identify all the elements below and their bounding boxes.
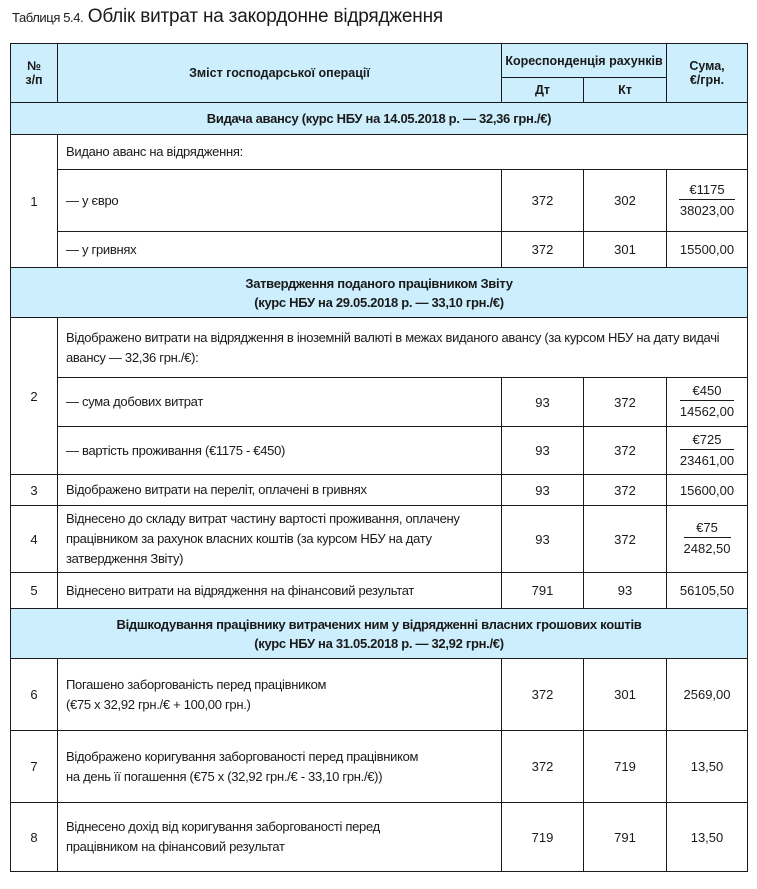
row-text: — вартість проживання (€1175 - €450)	[58, 427, 502, 475]
table-row	[11, 803, 748, 872]
section-title-line1: Затвердження поданого працівником Звіту	[245, 275, 513, 291]
table-row	[11, 318, 748, 378]
row-number: 4	[11, 506, 58, 573]
amount-eur: €450	[680, 382, 734, 401]
header-sum-line1: Сума,	[689, 59, 725, 73]
debit-account: 372	[502, 659, 584, 731]
row-text-line1: Відображено коригування заборгованості перед працівником	[66, 748, 419, 764]
header-sum	[667, 44, 748, 103]
amount-uah: 23461,00	[679, 452, 735, 468]
row-text	[58, 731, 502, 803]
row-text: — у гривнях	[58, 232, 502, 268]
table-row	[11, 506, 748, 573]
section-title-line1: Відшкодування працівнику витрачених ним у відрядженні власних грошових коштів	[116, 616, 642, 632]
table-caption: Облік витрат на закордонне відрядження	[87, 6, 443, 27]
amount-cell	[667, 506, 748, 573]
debit-account: 93	[502, 378, 584, 427]
row-number: 2	[11, 318, 58, 475]
row-text-line2: працівником на фінансовий результат	[66, 839, 285, 854]
amount-cell	[667, 170, 748, 232]
section-title	[11, 268, 748, 318]
table-row	[11, 659, 748, 731]
row-number: 8	[11, 803, 58, 872]
row-number: 7	[11, 731, 58, 803]
debit-account: 93	[502, 427, 584, 475]
amount-cell: 15600,00	[667, 475, 748, 506]
row-text: Видано аванс на відрядження:	[58, 135, 748, 170]
amount-fraction	[679, 181, 734, 221]
row-text: — у євро	[58, 170, 502, 232]
debit-account: 372	[502, 170, 584, 232]
row-number: 3	[11, 475, 58, 506]
amount-fraction	[680, 431, 734, 471]
debit-account: 719	[502, 803, 584, 872]
row-text	[58, 803, 502, 872]
header-content: Зміст господарської операції	[58, 44, 502, 103]
row-text: Відображено витрати на переліт, оплачені в гривнях	[58, 475, 502, 506]
row-number: 1	[11, 135, 58, 268]
header-row	[11, 44, 748, 78]
amount-uah: 2482,50	[683, 541, 731, 556]
table-number: Таблиця 5.4.	[12, 10, 84, 25]
section-title-line2: (курс НБУ на 31.05.2018 р. — 32,92 грн./€)	[254, 635, 504, 651]
credit-account: 302	[584, 170, 667, 232]
amount-cell	[667, 378, 748, 427]
debit-account: 791	[502, 573, 584, 609]
credit-account: 372	[584, 506, 667, 573]
amount-cell: 13,50	[667, 731, 748, 803]
row-text: — сума добових витрат	[58, 378, 502, 427]
amount-eur: €75	[684, 519, 731, 538]
row-text: Відображено витрати на відрядження в іноземній валюті в межах виданого авансу (за курсом НБУ на дату видачі авансу — 32,36 грн./€):	[58, 318, 748, 378]
section-title: Видача авансу (курс НБУ на 14.05.2018 р. — 32,36 грн./€)	[11, 103, 748, 135]
table-row	[11, 135, 748, 170]
header-num-line2: з/п	[25, 73, 43, 87]
table-row	[11, 378, 748, 427]
amount-eur: €1175	[679, 181, 734, 200]
amount-uah: 14562,00	[679, 404, 735, 419]
debit-account: 93	[502, 475, 584, 506]
row-text-line1: Віднесено дохід від коригування заборгованості перед	[66, 819, 380, 834]
row-number: 6	[11, 659, 58, 731]
table-title	[12, 6, 443, 30]
amount-uah: 38023,00	[679, 202, 735, 218]
row-text-line2: на день її погашення (€75 x (32,92 грн./€ - 33,10 грн./€))	[66, 768, 383, 784]
amount-cell: 2569,00	[667, 659, 748, 731]
debit-account: 372	[502, 232, 584, 268]
amount-cell: 15500,00	[667, 232, 748, 268]
header-correspondence: Кореспонденція рахунків	[502, 44, 667, 78]
row-text: Віднесено витрати на відрядження на фінансовий результат	[58, 573, 502, 609]
row-text-line1: Погашено заборгованість перед працівником	[66, 676, 327, 692]
row-text	[58, 659, 502, 731]
expenses-table	[10, 43, 748, 872]
amount-cell: 13,50	[667, 803, 748, 872]
credit-account: 301	[584, 659, 667, 731]
header-dt: Дт	[502, 78, 584, 103]
debit-account: 372	[502, 731, 584, 803]
table-row	[11, 170, 748, 232]
credit-account: 719	[584, 731, 667, 803]
debit-account: 93	[502, 506, 584, 573]
credit-account: 372	[584, 427, 667, 475]
section-row	[11, 609, 748, 659]
credit-account: 791	[584, 803, 667, 872]
credit-account: 372	[584, 475, 667, 506]
credit-account: 301	[584, 232, 667, 268]
header-num	[11, 44, 58, 103]
table-row	[11, 731, 748, 803]
table-row	[11, 427, 748, 475]
section-row	[11, 268, 748, 318]
section-row	[11, 103, 748, 135]
header-sum-line2: €/грн.	[689, 73, 725, 87]
credit-account: 93	[584, 573, 667, 609]
section-title-line2: (курс НБУ на 29.05.2018 р. — 33,10 грн./€)	[254, 294, 504, 310]
table-row	[11, 573, 748, 609]
amount-fraction	[680, 382, 734, 422]
credit-account: 372	[584, 378, 667, 427]
amount-cell: 56105,50	[667, 573, 748, 609]
row-text-line2: (€75 x 32,92 грн./€ + 100,00 грн.)	[66, 696, 251, 712]
amount-eur: €725	[680, 431, 734, 450]
amount-fraction	[684, 519, 731, 559]
table-row	[11, 475, 748, 506]
amount-cell	[667, 427, 748, 475]
section-title	[11, 609, 748, 659]
header-num-line1: №	[27, 59, 41, 73]
header-kt: Кт	[584, 78, 667, 103]
table-row	[11, 232, 748, 268]
row-number: 5	[11, 573, 58, 609]
row-text: Віднесено до складу витрат частину вартості проживання, оплачену працівником за рахунок власних коштів (за курсом НБУ на дату затвердження Звіту)	[58, 506, 502, 573]
